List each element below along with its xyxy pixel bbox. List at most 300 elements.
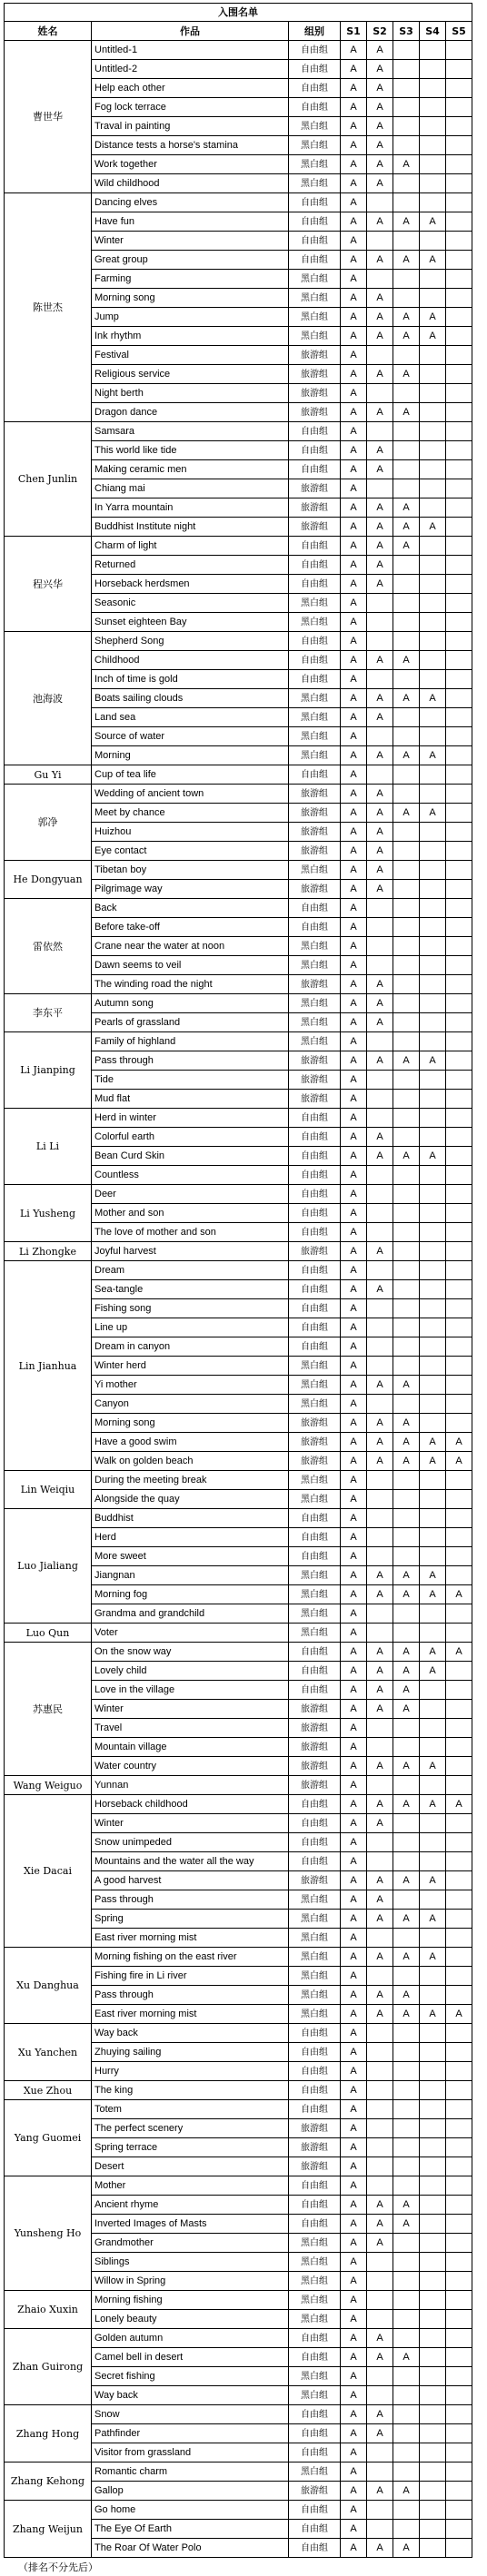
- stage-4-mark: [420, 155, 446, 174]
- stage-3-mark: [393, 1013, 420, 1032]
- stage-2-mark: [367, 2291, 393, 2310]
- photographer-name: Li Jianping: [5, 1032, 92, 1109]
- stage-4-mark: A: [420, 1910, 446, 1929]
- stage-1-mark: A: [341, 1776, 367, 1795]
- category-group: 黑白组: [289, 689, 341, 708]
- stage-3-mark: A: [393, 1414, 420, 1433]
- work-title: Secret fishing: [92, 2367, 289, 2386]
- stage-3-mark: [393, 765, 420, 785]
- stage-3-mark: [393, 708, 420, 727]
- stage-3-mark: [393, 1604, 420, 1624]
- stage-4-mark: [420, 651, 446, 670]
- stage-1-mark: A: [341, 899, 367, 918]
- stage-5-mark: [446, 1376, 472, 1395]
- stage-3-mark: [393, 1223, 420, 1242]
- stage-4-mark: [420, 1204, 446, 1223]
- stage-5-mark: A: [446, 1433, 472, 1452]
- stage-2-mark: [367, 2081, 393, 2100]
- stage-1-mark: A: [341, 2386, 367, 2405]
- work-title: Winter: [92, 1700, 289, 1719]
- category-group: 自由组: [289, 251, 341, 270]
- stage-2-mark: [367, 670, 393, 689]
- stage-5-mark: [446, 308, 472, 327]
- stage-2-mark: A: [367, 2196, 393, 2215]
- work-title: Inch of time is gold: [92, 670, 289, 689]
- photographer-name: 陈世杰: [5, 193, 92, 422]
- stage-5-mark: [446, 2215, 472, 2234]
- category-group: 旅游组: [289, 1757, 341, 1776]
- work-title: Hurry: [92, 2062, 289, 2081]
- work-title: Land sea: [92, 708, 289, 727]
- stage-5-mark: [446, 670, 472, 689]
- work-title: Tide: [92, 1071, 289, 1090]
- stage-2-mark: A: [367, 1242, 393, 1261]
- work-title: The perfect scenery: [92, 2119, 289, 2138]
- work-title: Pass through: [92, 1986, 289, 2005]
- stage-5-mark: [446, 2138, 472, 2157]
- stage-4-mark: [420, 1376, 446, 1395]
- stage-2-mark: [367, 2138, 393, 2157]
- category-group: 黑白组: [289, 1910, 341, 1929]
- stage-4-mark: [420, 918, 446, 937]
- stage-3-mark: [393, 2138, 420, 2157]
- photographer-name: 李东平: [5, 994, 92, 1032]
- stage-5-mark: [446, 117, 472, 136]
- stage-4-mark: [420, 2253, 446, 2272]
- stage-4-mark: [420, 727, 446, 746]
- category-group: 自由组: [289, 1185, 341, 1204]
- stage-1-mark: A: [341, 2196, 367, 2215]
- stage-5-mark: [446, 1624, 472, 1643]
- work-title: Cup of tea life: [92, 765, 289, 785]
- stage-3-mark: A: [393, 251, 420, 270]
- stage-2-mark: A: [367, 403, 393, 422]
- stage-5-mark: [446, 842, 472, 861]
- stage-5-mark: [446, 1490, 472, 1509]
- table-row: [5, 422, 472, 441]
- stage-1-mark: A: [341, 1738, 367, 1757]
- category-group: 旅游组: [289, 975, 341, 994]
- stage-4-mark: [420, 537, 446, 556]
- work-title: Morning fog: [92, 1585, 289, 1604]
- stage-2-mark: [367, 1833, 393, 1852]
- work-title: Great group: [92, 251, 289, 270]
- stage-5-mark: [446, 2272, 472, 2291]
- stage-3-mark: [393, 880, 420, 899]
- stage-3-mark: [393, 1833, 420, 1852]
- stage-3-mark: [393, 2272, 420, 2291]
- stage-3-mark: [393, 460, 420, 479]
- work-title: Source of water: [92, 727, 289, 746]
- stage-5-mark: [446, 1700, 472, 1719]
- stage-3-mark: A: [393, 518, 420, 537]
- stage-3-mark: [393, 2443, 420, 2462]
- stage-1-mark: A: [341, 365, 367, 384]
- photographer-name: Xu Danghua: [5, 1948, 92, 2024]
- stage-5-mark: [446, 1242, 472, 1261]
- category-group: 自由组: [289, 2062, 341, 2081]
- category-group: 自由组: [289, 2329, 341, 2348]
- stage-2-mark: A: [367, 117, 393, 136]
- stage-3-mark: A: [393, 1566, 420, 1585]
- stage-1-mark: A: [341, 537, 367, 556]
- table-row: [5, 994, 472, 1013]
- stage-3-mark: [393, 994, 420, 1013]
- photographer-name: Yang Guomei: [5, 2100, 92, 2176]
- stage-5-mark: A: [446, 1643, 472, 1662]
- stage-2-mark: A: [367, 975, 393, 994]
- category-group: 黑白组: [289, 708, 341, 727]
- stage-5-mark: [446, 899, 472, 918]
- stage-3-mark: [393, 1929, 420, 1948]
- stage-3-mark: A: [393, 2482, 420, 2501]
- stage-5-mark: [446, 1814, 472, 1833]
- category-group: 旅游组: [289, 823, 341, 842]
- work-title: Lovely child: [92, 1662, 289, 1681]
- stage-5-mark: [446, 2348, 472, 2367]
- stage-4-mark: [420, 2310, 446, 2329]
- table-row: [5, 1261, 472, 1280]
- stage-5-mark: [446, 2424, 472, 2443]
- stage-3-mark: [393, 1509, 420, 1528]
- table-row: [5, 2081, 472, 2100]
- work-title: Buddhist Institute night: [92, 518, 289, 537]
- stage-3-mark: [393, 384, 420, 403]
- category-group: 旅游组: [289, 1871, 341, 1890]
- category-group: 自由组: [289, 632, 341, 651]
- table-row: [5, 1624, 472, 1643]
- work-title: Morning: [92, 746, 289, 765]
- stage-1-mark: A: [341, 155, 367, 174]
- stage-2-mark: A: [367, 1147, 393, 1166]
- stage-3-mark: [393, 1242, 420, 1261]
- stage-1-mark: A: [341, 1433, 367, 1452]
- category-group: 黑白组: [289, 117, 341, 136]
- stage-1-mark: A: [341, 327, 367, 346]
- stage-3-mark: [393, 556, 420, 575]
- stage-3-mark: [393, 2062, 420, 2081]
- stage-5-mark: [446, 1528, 472, 1547]
- stage-2-mark: [367, 1090, 393, 1109]
- work-title: Distance tests a horse's stamina: [92, 136, 289, 155]
- stage-5-mark: [446, 518, 472, 537]
- stage-1-mark: A: [341, 765, 367, 785]
- category-group: 旅游组: [289, 479, 341, 498]
- stage-2-mark: [367, 2367, 393, 2386]
- category-group: 黑白组: [289, 1395, 341, 1414]
- stage-5-mark: [446, 975, 472, 994]
- stage-2-mark: [367, 2443, 393, 2462]
- stage-5-mark: A: [446, 1795, 472, 1814]
- stage-4-mark: [420, 556, 446, 575]
- stage-1-mark: A: [341, 1147, 367, 1166]
- stage-1-mark: A: [341, 1090, 367, 1109]
- work-title: Dawn seems to veil: [92, 956, 289, 975]
- category-group: 自由组: [289, 2043, 341, 2062]
- category-group: 自由组: [289, 2443, 341, 2462]
- stage-5-mark: [446, 689, 472, 708]
- stage-1-mark: A: [341, 2253, 367, 2272]
- category-group: 旅游组: [289, 1738, 341, 1757]
- table-row: [5, 2176, 472, 2196]
- stage-5-mark: [446, 270, 472, 289]
- stage-1-mark: A: [341, 1032, 367, 1051]
- stage-3-mark: A: [393, 1585, 420, 1604]
- photographer-name: 苏惠民: [5, 1643, 92, 1776]
- stage-2-mark: A: [367, 2348, 393, 2367]
- stage-2-mark: A: [367, 308, 393, 327]
- header-name: 姓名: [5, 22, 92, 41]
- table-row: [5, 1185, 472, 1204]
- stage-1-mark: A: [341, 79, 367, 98]
- category-group: 自由组: [289, 2501, 341, 2520]
- stage-4-mark: A: [420, 1433, 446, 1452]
- work-title: Go home: [92, 2501, 289, 2520]
- stage-3-mark: [393, 2253, 420, 2272]
- stage-4-mark: [420, 1128, 446, 1147]
- stage-3-mark: [393, 2234, 420, 2253]
- stage-3-mark: [393, 2501, 420, 2520]
- work-title: Spring: [92, 1910, 289, 1929]
- category-group: 黑白组: [289, 1471, 341, 1490]
- stage-2-mark: [367, 2386, 393, 2405]
- work-title: Family of highland: [92, 1032, 289, 1051]
- stage-1-mark: A: [341, 384, 367, 403]
- stage-3-mark: A: [393, 498, 420, 518]
- photographer-name: He Dongyuan: [5, 861, 92, 899]
- stage-2-mark: A: [367, 2482, 393, 2501]
- stage-3-mark: [393, 2367, 420, 2386]
- stage-4-mark: [420, 1509, 446, 1528]
- category-group: 黑白组: [289, 1357, 341, 1376]
- stage-4-mark: [420, 842, 446, 861]
- category-group: 旅游组: [289, 1719, 341, 1738]
- stage-2-mark: [367, 2462, 393, 2482]
- stage-2-mark: A: [367, 1376, 393, 1395]
- stage-2-mark: [367, 1299, 393, 1318]
- stage-5-mark: [446, 1910, 472, 1929]
- stage-2-mark: [367, 1528, 393, 1547]
- stage-1-mark: A: [341, 1604, 367, 1624]
- stage-1-mark: A: [341, 1814, 367, 1833]
- stage-4-mark: [420, 2272, 446, 2291]
- work-title: Morning fishing: [92, 2291, 289, 2310]
- stage-4-mark: [420, 994, 446, 1013]
- category-group: 黑白组: [289, 289, 341, 308]
- stage-2-mark: A: [367, 785, 393, 804]
- category-group: 黑白组: [289, 937, 341, 956]
- stage-3-mark: A: [393, 2005, 420, 2024]
- stage-1-mark: A: [341, 880, 367, 899]
- work-title: This world like tide: [92, 441, 289, 460]
- stage-1-mark: A: [341, 670, 367, 689]
- work-title: Jiangnan: [92, 1566, 289, 1585]
- stage-2-mark: A: [367, 1414, 393, 1433]
- stage-3-mark: [393, 117, 420, 136]
- stage-1-mark: A: [341, 1223, 367, 1242]
- category-group: 黑白组: [289, 1929, 341, 1948]
- photographer-name: 雷依然: [5, 899, 92, 994]
- stage-3-mark: A: [393, 403, 420, 422]
- title-row: [5, 4, 472, 22]
- category-group: 旅游组: [289, 1433, 341, 1452]
- stage-4-mark: [420, 1604, 446, 1624]
- photographer-name: Zhang Kehong: [5, 2462, 92, 2501]
- stage-3-mark: [393, 2386, 420, 2405]
- stage-1-mark: A: [341, 1662, 367, 1681]
- work-title: Seasonic: [92, 594, 289, 613]
- stage-3-mark: [393, 270, 420, 289]
- work-title: Snow: [92, 2405, 289, 2424]
- category-group: 自由组: [289, 1795, 341, 1814]
- work-title: Snow unimpeded: [92, 1833, 289, 1852]
- stage-1-mark: A: [341, 2234, 367, 2253]
- category-group: 自由组: [289, 2348, 341, 2367]
- stage-1-mark: A: [341, 518, 367, 537]
- stage-1-mark: A: [341, 1185, 367, 1204]
- stage-4-mark: [420, 785, 446, 804]
- stage-1-mark: A: [341, 422, 367, 441]
- stage-2-mark: A: [367, 41, 393, 60]
- work-title: Mountain village: [92, 1738, 289, 1757]
- stage-3-mark: [393, 1719, 420, 1738]
- category-group: 黑白组: [289, 1376, 341, 1395]
- work-title: Water country: [92, 1757, 289, 1776]
- stage-2-mark: A: [367, 365, 393, 384]
- stage-3-mark: [393, 1318, 420, 1337]
- stage-1-mark: A: [341, 727, 367, 746]
- stage-5-mark: [446, 1261, 472, 1280]
- work-title: Colorful earth: [92, 1128, 289, 1147]
- category-group: 旅游组: [289, 2138, 341, 2157]
- stage-5-mark: [446, 823, 472, 842]
- stage-5-mark: [446, 956, 472, 975]
- stage-3-mark: [393, 842, 420, 861]
- header-s4: S4: [420, 22, 446, 41]
- stage-4-mark: [420, 2157, 446, 2176]
- stage-1-mark: A: [341, 403, 367, 422]
- stage-2-mark: [367, 765, 393, 785]
- work-title: Lonely beauty: [92, 2310, 289, 2329]
- stage-3-mark: [393, 1128, 420, 1147]
- table-row: [5, 2100, 472, 2119]
- stage-1-mark: A: [341, 1376, 367, 1395]
- category-group: 自由组: [289, 2520, 341, 2539]
- stage-5-mark: [446, 136, 472, 155]
- work-title: Tibetan boy: [92, 861, 289, 880]
- category-group: 旅游组: [289, 842, 341, 861]
- stage-5-mark: [446, 2253, 472, 2272]
- category-group: 黑白组: [289, 2310, 341, 2329]
- stage-5-mark: [446, 1204, 472, 1223]
- stage-1-mark: A: [341, 956, 367, 975]
- table-row: [5, 1242, 472, 1261]
- photographer-name: Lin Jianhua: [5, 1261, 92, 1471]
- category-group: 旅游组: [289, 804, 341, 823]
- work-title: Horseback herdsmen: [92, 575, 289, 594]
- stage-4-mark: [420, 2539, 446, 2558]
- stage-3-mark: [393, 2176, 420, 2196]
- stage-3-mark: [393, 1090, 420, 1109]
- stage-4-mark: [420, 880, 446, 899]
- stage-2-mark: [367, 2272, 393, 2291]
- category-group: 旅游组: [289, 1452, 341, 1471]
- category-group: 自由组: [289, 2215, 341, 2234]
- category-group: 黑白组: [289, 727, 341, 746]
- stage-1-mark: A: [341, 1071, 367, 1090]
- stage-4-mark: [420, 41, 446, 60]
- stage-5-mark: [446, 1948, 472, 1967]
- work-title: Romantic charm: [92, 2462, 289, 2482]
- work-title: A good harvest: [92, 1871, 289, 1890]
- stage-4-mark: [420, 2520, 446, 2539]
- stage-5-mark: [446, 2291, 472, 2310]
- category-group: 黑白组: [289, 270, 341, 289]
- stage-3-mark: [393, 1280, 420, 1299]
- stage-4-mark: [420, 1280, 446, 1299]
- stage-4-mark: [420, 2386, 446, 2405]
- stage-4-mark: [420, 2462, 446, 2482]
- stage-5-mark: [446, 422, 472, 441]
- stage-1-mark: A: [341, 1795, 367, 1814]
- stage-4-mark: [420, 2367, 446, 2386]
- photographer-name: Lin Weiqiu: [5, 1471, 92, 1509]
- stage-4-mark: [420, 2196, 446, 2215]
- category-group: 黑白组: [289, 1490, 341, 1509]
- photographer-name: Gu Yi: [5, 765, 92, 785]
- stage-2-mark: A: [367, 1700, 393, 1719]
- stage-3-mark: [393, 479, 420, 498]
- stage-1-mark: A: [341, 346, 367, 365]
- stage-1-mark: A: [341, 2367, 367, 2386]
- stage-5-mark: [446, 41, 472, 60]
- category-group: 黑白组: [289, 308, 341, 327]
- stage-5-mark: [446, 1566, 472, 1585]
- stage-5-mark: [446, 1051, 472, 1071]
- stage-1-mark: A: [341, 1948, 367, 1967]
- category-group: 自由组: [289, 1299, 341, 1318]
- stage-3-mark: [393, 1490, 420, 1509]
- stage-4-mark: [420, 1471, 446, 1490]
- category-group: 黑白组: [289, 1013, 341, 1032]
- category-group: 旅游组: [289, 365, 341, 384]
- stage-3-mark: [393, 98, 420, 117]
- table-row: [5, 1795, 472, 1814]
- stage-3-mark: [393, 1967, 420, 1986]
- stage-5-mark: [446, 2462, 472, 2482]
- stage-1-mark: A: [341, 1585, 367, 1604]
- category-group: 黑白组: [289, 1967, 341, 1986]
- category-group: 自由组: [289, 1662, 341, 1681]
- category-group: 黑白组: [289, 594, 341, 613]
- stage-1-mark: A: [341, 479, 367, 498]
- work-title: Fog lock terrace: [92, 98, 289, 117]
- category-group: 自由组: [289, 1109, 341, 1128]
- work-title: Have a good swim: [92, 1433, 289, 1452]
- stage-1-mark: A: [341, 2310, 367, 2329]
- stage-4-mark: [420, 2176, 446, 2196]
- stage-5-mark: [446, 1871, 472, 1890]
- stage-4-mark: [420, 765, 446, 785]
- stage-5-mark: [446, 346, 472, 365]
- work-title: The Eye Of Earth: [92, 2520, 289, 2539]
- stage-4-mark: A: [420, 1585, 446, 1604]
- stage-2-mark: A: [367, 804, 393, 823]
- stage-4-mark: [420, 823, 446, 842]
- category-group: 黑白组: [289, 2386, 341, 2405]
- category-group: 自由组: [289, 1833, 341, 1852]
- stage-2-mark: A: [367, 842, 393, 861]
